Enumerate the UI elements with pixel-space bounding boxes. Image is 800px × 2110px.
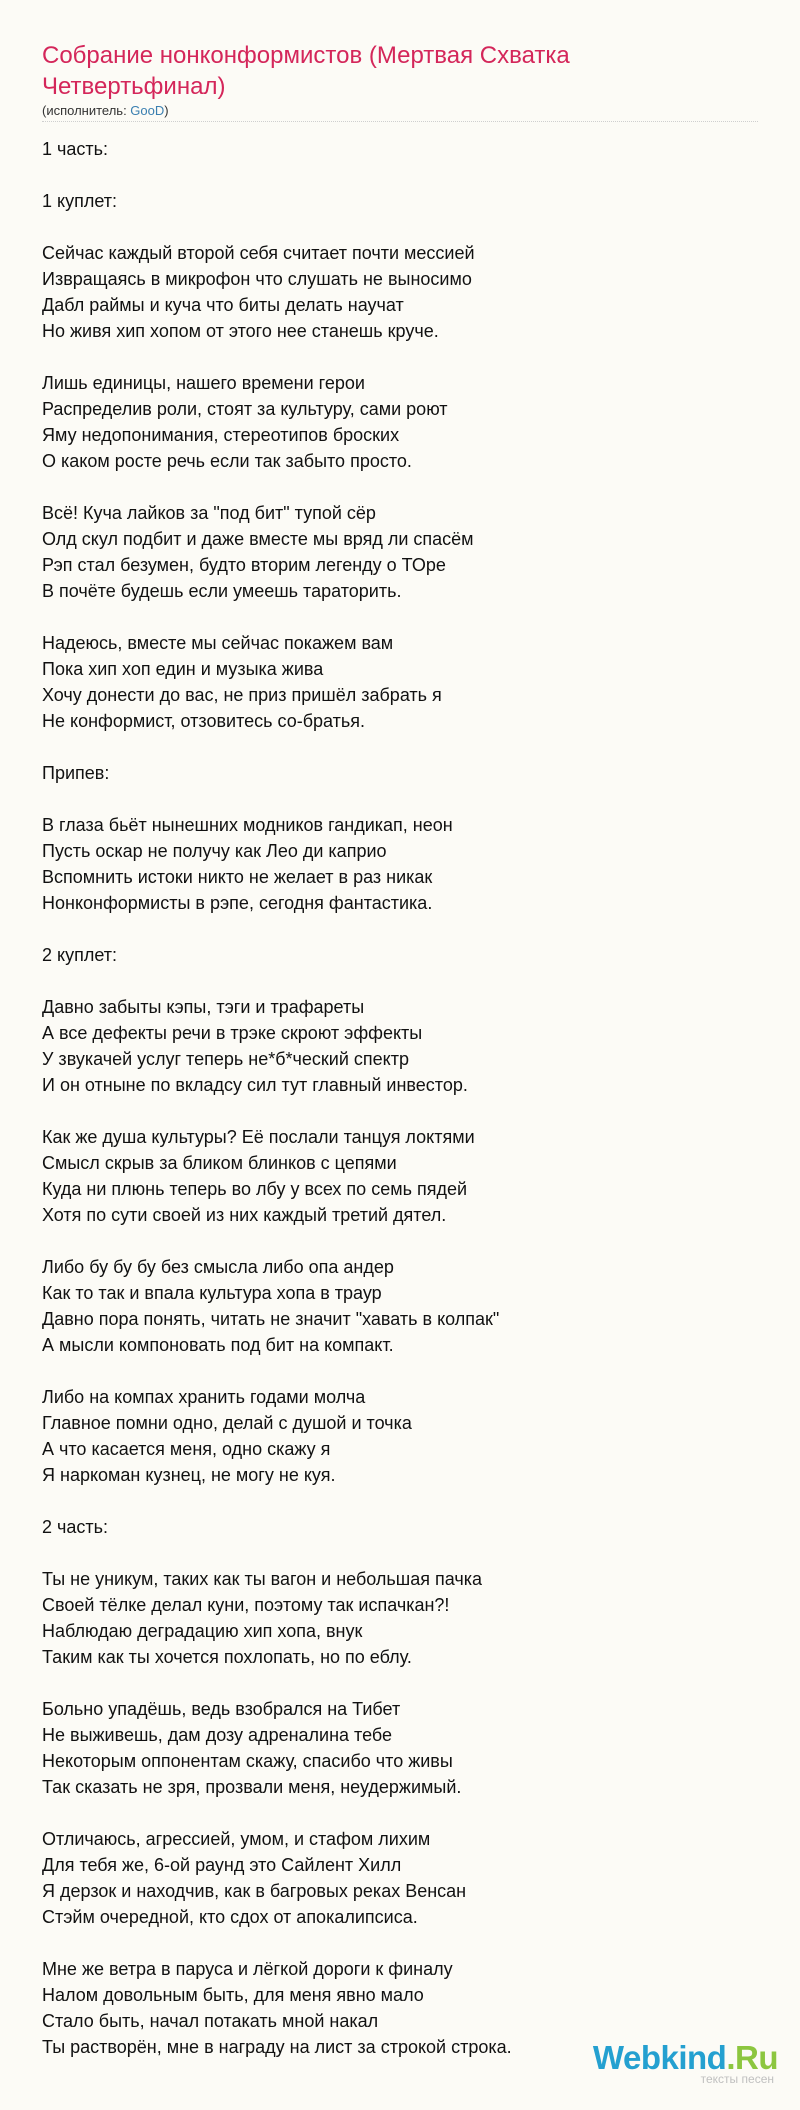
artist-line [42, 103, 169, 119]
lyric-line: Хотя по сути своей из них каждый третий дятел. [42, 1205, 447, 1225]
stanza-gap [42, 214, 762, 240]
lyric-line: Не выживешь, дам дозу адреналина тебе [42, 1725, 393, 1745]
lyric-line: Припев: [42, 763, 110, 783]
lyric-line: И он отныне по вкладсу сил тут главный инвестор. [42, 1075, 468, 1095]
artist-suffix: ) [164, 103, 169, 118]
stanza-gap [42, 786, 762, 812]
lyric-line: Рэп стал безумен, будто вторим легенду о ТОре [42, 555, 446, 575]
lyric-line: Как же душа культуры? Её послали танцуя локтями [42, 1127, 475, 1147]
lyric-line: 2 часть: [42, 1517, 109, 1537]
lyric-line: А что касается меня, одно скажу я [42, 1439, 331, 1459]
lyric-line: Нонконформисты в рэпе, сегодня фантастика. [42, 893, 433, 913]
lyric-line: Ты растворён, мне в награду на лист за строкой строка. [42, 2037, 512, 2057]
lyric-line: О каком росте речь если так забыто просто. [42, 451, 412, 471]
stanza-gap [42, 1670, 762, 1696]
stanza-gap [42, 1488, 762, 1514]
lyrics-text [42, 136, 762, 2060]
watermark-brand: Webkind [592, 2039, 727, 2076]
lyric-line: Я дерзок и находчив, как в багровых реках Венсан [42, 1881, 467, 1901]
lyric-line: Больно упадёшь, ведь взобрался на Тибет [42, 1699, 401, 1719]
lyric-line: А все дефекты речи в трэке скроют эффекты [42, 1023, 423, 1043]
lyric-line: У звукачей услуг теперь не*б*ческий спектр [42, 1049, 409, 1069]
lyric-line: Всё! Куча лайков за "под бит" тупой сёр [42, 503, 376, 523]
lyric-line: Для тебя же, 6-ой раунд это Сайлент Хилл [42, 1855, 402, 1875]
lyric-line: 2 куплет: [42, 945, 117, 965]
lyric-line: А мысли компоновать под бит на компакт. [42, 1335, 394, 1355]
lyric-line: Некоторым оппонентам скажу, спасибо что живы [42, 1751, 453, 1771]
lyric-line: Давно забыты кэпы, тэги и трафареты [42, 997, 365, 1017]
watermark-logo [593, 2040, 778, 2076]
lyric-line: Стало быть, начал потакать мной накал [42, 2011, 379, 2031]
lyric-line: Извращаясь в микрофон что слушать не выносимо [42, 269, 472, 289]
lyric-line: Стэйм очередной, кто сдох от апокалипсиса. [42, 1907, 418, 1927]
stanza-gap [42, 1800, 762, 1826]
lyric-line: Либо бу бу бу без смысла либо опа андер [42, 1257, 394, 1277]
lyric-line: Надеюсь, вместе мы сейчас покажем вам [42, 633, 394, 653]
lyric-line: Так сказать не зря, прозвали меня, неудержимый. [42, 1777, 462, 1797]
stanza-gap [42, 916, 762, 942]
lyric-line: Дабл раймы и куча что биты делать научат [42, 295, 404, 315]
lyric-line: Давно пора понять, читать не значит "хавать в колпак" [42, 1309, 500, 1329]
stanza-gap [42, 162, 762, 188]
lyric-line: В глаза бьёт нынешних модников гандикап, неон [42, 815, 453, 835]
watermark-tld: .Ru [726, 2039, 778, 2076]
lyric-line: Но живя хип хопом от этого нее станешь круче. [42, 321, 439, 341]
song-title: Собрание нонконформистов (Мертвая Схватка Четвертьфинал) [42, 42, 570, 100]
lyric-line: Ты не уникум, таких как ты вагон и небольшая пачка [42, 1569, 482, 1589]
lyric-line: Я наркоман кузнец, не могу не куя. [42, 1465, 336, 1485]
stanza-gap [42, 734, 762, 760]
lyric-line: Яму недопонимания, стереотипов броских [42, 425, 400, 445]
lyric-line: Пусть оскар не получу как Лео ди каприо [42, 841, 387, 861]
lyric-line: Отличаюсь, агрессией, умом, и стафом лихим [42, 1829, 431, 1849]
lyric-line: Своей тёлке делал куни, поэтому так испачкан?! [42, 1595, 450, 1615]
lyric-line: Куда ни плюнь теперь во лбу у всех по семь пядей [42, 1179, 468, 1199]
stanza-gap [42, 1930, 762, 1956]
stanza-gap [42, 968, 762, 994]
lyric-line: Олд скул подбит и даже вместе мы вряд ли спасём [42, 529, 474, 549]
stanza-gap [42, 1540, 762, 1566]
lyric-line: Главное помни одно, делай с душой и точка [42, 1413, 412, 1433]
lyric-line: Распределив роли, стоят за культуру, сами роют [42, 399, 448, 419]
lyric-line: Лишь единицы, нашего времени герои [42, 373, 365, 393]
lyric-line: Не конформист, отзовитесь со-братья. [42, 711, 366, 731]
lyric-line: Смысл скрыв за бликом блинков с цепями [42, 1153, 397, 1173]
lyric-line: Хочу донести до вас, не приз пришёл забрать я [42, 685, 442, 705]
lyric-line: Как то так и впала культура хопа в траур [42, 1283, 382, 1303]
lyric-line: 1 куплет: [42, 191, 117, 211]
lyric-line: Сейчас каждый второй себя считает почти мессией [42, 243, 475, 263]
stanza-gap [42, 474, 762, 500]
stanza-gap [42, 1358, 762, 1384]
lyric-line: Вспомнить истоки никто не желает в раз никак [42, 867, 433, 887]
lyric-line: Либо на компах хранить годами молча [42, 1387, 366, 1407]
lyric-line: 1 часть: [42, 139, 109, 159]
lyric-line: В почёте будешь если умеешь тараторить. [42, 581, 402, 601]
lyric-line: Пока хип хоп един и музыка жива [42, 659, 324, 679]
lyric-line: Наблюдаю деградацию хип хопа, внук [42, 1621, 363, 1641]
artist-link[interactable]: GooD [130, 103, 165, 118]
lyric-line: Мне же ветра в паруса и лёгкой дороги к финалу [42, 1959, 453, 1979]
stanza-gap [42, 1098, 762, 1124]
title-divider [42, 121, 758, 122]
stanza-gap [42, 1228, 762, 1254]
watermark-tagline: тексты песен [700, 2072, 774, 2086]
webkind-watermark[interactable] [593, 2040, 778, 2086]
lyric-line: Налом довольным быть, для меня явно мало [42, 1985, 424, 2005]
stanza-gap [42, 604, 762, 630]
artist-prefix: (исполнитель: [42, 103, 131, 118]
lyric-line: Таким как ты хочется похлопать, но по еблу. [42, 1647, 412, 1667]
stanza-gap [42, 344, 762, 370]
